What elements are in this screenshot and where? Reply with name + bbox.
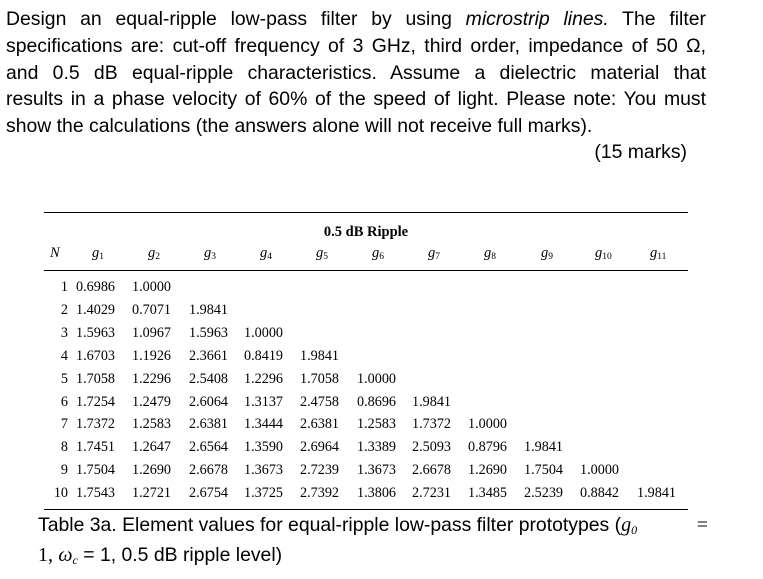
table-cell: 1.1926 xyxy=(132,347,172,364)
table-cell: 1.6703 xyxy=(76,347,116,364)
table-row xyxy=(44,439,688,461)
row-order-n: 5 xyxy=(60,370,68,387)
g-letter: g xyxy=(92,245,100,261)
g-index: 4 xyxy=(267,252,272,262)
g-index: 8 xyxy=(491,252,496,262)
g-index: 10 xyxy=(602,252,612,262)
table-cell: 1.2296 xyxy=(244,370,284,387)
one-value: 1, xyxy=(38,544,53,566)
table-row xyxy=(44,325,688,347)
table-cell: 1.7372 xyxy=(76,416,116,433)
g-letter: g xyxy=(372,245,380,261)
question-line-2: specifications are: cut-off frequency of 3 GHz, third order, impedance of 50 Ω, xyxy=(6,34,706,57)
column-header-g4 xyxy=(260,245,272,262)
table-cell: 2.6678 xyxy=(412,462,452,479)
table-cell: 2.7231 xyxy=(412,485,452,502)
column-header-g5 xyxy=(316,245,328,262)
g-letter: g xyxy=(204,245,212,261)
column-header-n: N xyxy=(50,245,60,261)
table-cell: 1.2583 xyxy=(132,416,172,433)
table-cell: 1.7504 xyxy=(76,462,116,479)
column-header-g11 xyxy=(650,245,666,262)
table-cell: 1.5963 xyxy=(189,324,229,341)
question-line-1-start: Design an equal-ripple low-pass filter by using xyxy=(6,8,466,30)
omega-c-symbol xyxy=(58,544,77,566)
g0-subscript: 0 xyxy=(631,523,638,537)
equals-sign: = xyxy=(696,514,708,536)
table-title: 0.5 dB Ripple xyxy=(323,224,409,240)
table-row xyxy=(44,462,688,484)
table-row xyxy=(44,279,688,301)
table-cell: 0.8796 xyxy=(468,439,508,456)
table-cell: 2.5408 xyxy=(189,370,229,387)
table-cell: 2.5093 xyxy=(412,439,452,456)
table-row xyxy=(44,485,688,507)
table-cell: 1.2296 xyxy=(132,370,172,387)
table-top-rule xyxy=(44,212,688,213)
table-cell: 1.9841 xyxy=(412,393,452,410)
question-line-3: and 0.5 dB equal-ripple characteristics. Assume a dielectric material that xyxy=(6,61,706,84)
column-header-g3 xyxy=(204,245,216,262)
table-cell: 2.7239 xyxy=(300,462,340,479)
table-cell: 1.0000 xyxy=(580,462,620,479)
row-order-n: 10 xyxy=(53,485,68,502)
g-index: 1 xyxy=(99,252,104,262)
table-cell: 1.7058 xyxy=(76,370,116,387)
table-cell: 1.0000 xyxy=(468,416,508,433)
table-cell: 1.9841 xyxy=(637,485,677,502)
table-caption xyxy=(38,513,708,573)
table-cell: 1.0000 xyxy=(357,370,397,387)
row-order-n: 1 xyxy=(60,279,68,295)
question-line-4: results in a phase velocity of 60% of the speed of light. Please note: You must xyxy=(6,88,706,111)
table-cell: 1.4029 xyxy=(76,301,116,318)
table-cell: 2.7392 xyxy=(300,485,340,502)
table-cell: 0.7071 xyxy=(132,301,172,318)
g-index: 7 xyxy=(435,252,440,262)
g0-letter: g xyxy=(621,514,632,536)
table-cell: 2.6754 xyxy=(189,485,229,502)
table-cell: 2.5239 xyxy=(524,485,564,502)
omega-letter: ω xyxy=(58,544,73,566)
g-index: 2 xyxy=(155,252,160,262)
caption-one xyxy=(38,544,53,566)
table-row xyxy=(44,371,688,393)
row-order-n: 9 xyxy=(60,462,68,479)
caption-line-2 xyxy=(38,543,708,573)
table-cell: 1.2647 xyxy=(132,439,172,456)
table-cell: 1.5963 xyxy=(76,324,116,341)
row-order-n: 2 xyxy=(60,301,68,318)
table-cell: 0.8419 xyxy=(244,347,284,364)
table-cell: 1.3485 xyxy=(468,485,508,502)
g-letter: g xyxy=(541,245,549,261)
question-line-1 xyxy=(6,6,706,33)
table-cell: 1.3444 xyxy=(244,416,284,433)
column-header-g2 xyxy=(148,245,160,262)
table-cell: 1.7254 xyxy=(76,393,116,410)
table-cell: 2.6064 xyxy=(189,393,229,410)
table-cell: 0.6986 xyxy=(76,279,116,295)
table-cell: 1.3137 xyxy=(244,393,284,410)
g-index: 11 xyxy=(657,252,667,262)
table-cell: 1.3673 xyxy=(357,462,397,479)
table-row xyxy=(44,348,688,370)
table-cell: 1.7543 xyxy=(76,485,116,502)
microstrip-lines-emphasis: microstrip lines. xyxy=(465,8,609,30)
table-cell: 1.7058 xyxy=(300,370,340,387)
table-cell: 1.0967 xyxy=(132,324,172,341)
g-letter: g xyxy=(260,245,268,261)
row-order-n: 4 xyxy=(60,347,68,364)
question-line-5: show the calculations (the answers alone will not receive full marks). xyxy=(6,115,593,138)
caption-equals xyxy=(697,513,708,538)
table-cell: 2.6964 xyxy=(300,439,340,456)
table-row xyxy=(44,302,688,324)
column-header-g6 xyxy=(372,245,384,262)
g-letter: g xyxy=(148,245,156,261)
g-letter: g xyxy=(650,245,658,261)
table-cell: 1.2690 xyxy=(132,462,172,479)
table-cell: 1.7504 xyxy=(524,462,564,479)
g-index: 9 xyxy=(548,252,553,262)
g-index: 5 xyxy=(323,252,328,262)
g-letter: g xyxy=(316,245,324,261)
table-cell: 1.9841 xyxy=(300,347,340,364)
row-order-n: 6 xyxy=(60,393,68,410)
table-cell: 2.3661 xyxy=(189,347,229,364)
row-order-n: 8 xyxy=(60,439,68,456)
table-cell: 1.9841 xyxy=(189,301,229,318)
marks-label: (15 marks) xyxy=(594,141,687,163)
column-header-g7 xyxy=(428,245,440,262)
table-cell: 1.2583 xyxy=(357,416,397,433)
table-cell: 1.0000 xyxy=(132,279,172,295)
table-cell: 0.8696 xyxy=(357,393,397,410)
table-cell: 1.7451 xyxy=(76,439,116,456)
table-cell: 2.4758 xyxy=(300,393,340,410)
g-letter: g xyxy=(484,245,492,261)
column-header-g10 xyxy=(595,245,612,262)
question-text xyxy=(6,6,706,140)
row-order-n: 7 xyxy=(60,416,68,433)
table-bottom-rule xyxy=(44,509,688,510)
table-cell: 1.3806 xyxy=(357,485,397,502)
table-header-rule xyxy=(44,270,688,271)
table-cell: 1.3590 xyxy=(244,439,284,456)
column-header-g1 xyxy=(92,245,104,262)
table-cell: 2.6678 xyxy=(189,462,229,479)
g-letter: g xyxy=(595,245,603,261)
g-index: 3 xyxy=(211,252,216,262)
caption-line-1 xyxy=(38,513,708,543)
column-header-g8 xyxy=(484,245,496,262)
table-cell: 1.2690 xyxy=(468,462,508,479)
table-cell: 1.2721 xyxy=(132,485,172,502)
row-order-n: 3 xyxy=(60,324,68,341)
g-index: 6 xyxy=(379,252,384,262)
question-line-1-end: The filter xyxy=(608,8,706,30)
g0-symbol xyxy=(621,514,637,536)
caption-text-end: = 1, 0.5 dB ripple level) xyxy=(83,544,283,566)
table-row xyxy=(44,394,688,416)
table-cell: 1.3725 xyxy=(244,485,284,502)
table-cell: 1.9841 xyxy=(524,439,564,456)
table-cell: 1.3389 xyxy=(357,439,397,456)
g-letter: g xyxy=(428,245,436,261)
table-cell: 2.6381 xyxy=(300,416,340,433)
table-row xyxy=(44,416,688,438)
table-cell: 0.8842 xyxy=(580,485,620,502)
table-cell: 2.6564 xyxy=(189,439,229,456)
table-cell: 1.7372 xyxy=(412,416,452,433)
table-cell: 2.6381 xyxy=(189,416,229,433)
table-cell: 1.3673 xyxy=(244,462,284,479)
omega-subscript: c xyxy=(72,553,78,567)
table-cell: 1.2479 xyxy=(132,393,172,410)
column-header-g9 xyxy=(541,245,553,262)
caption-text-start: Table 3a. Element values for equal-ripple low-pass filter prototypes ( xyxy=(38,514,622,536)
table-cell: 1.0000 xyxy=(244,324,284,341)
